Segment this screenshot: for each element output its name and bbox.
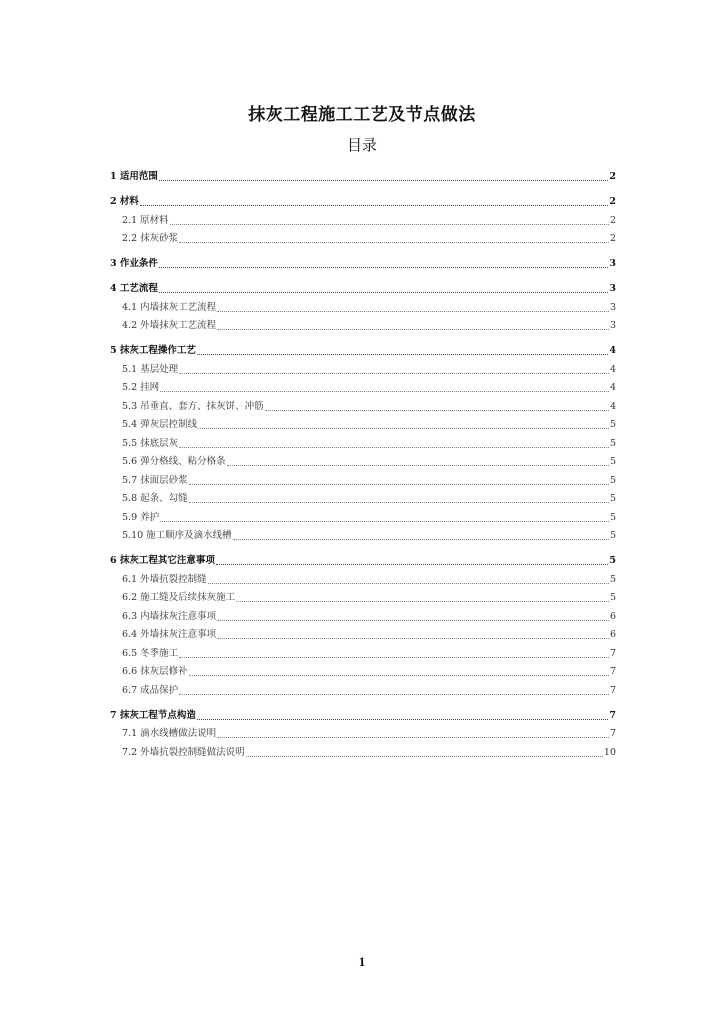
toc-dot-leader xyxy=(217,620,609,621)
toc-dot-leader xyxy=(179,694,609,695)
toc-entry-subsection[interactable] xyxy=(110,413,616,432)
toc-entry-subsection[interactable] xyxy=(110,604,616,623)
toc-entry-label: 5.3 吊垂直、套方、抹灰饼、冲筋 xyxy=(122,400,264,412)
toc-entry-page: 5 xyxy=(609,419,616,430)
toc-dot-leader xyxy=(246,756,603,757)
toc-entry-label: 5.1 基层处理 xyxy=(122,363,179,375)
toc-entry-page: 5 xyxy=(609,592,616,603)
toc-entry-subsection[interactable] xyxy=(110,431,616,450)
toc-entry-subsection[interactable] xyxy=(110,623,616,642)
toc-dot-leader xyxy=(217,638,609,639)
toc-entry-page: 5 xyxy=(609,456,616,467)
toc-entry-subsection[interactable] xyxy=(110,376,616,395)
toc-entry-page: 5 xyxy=(609,555,616,566)
toc-entry-subsection[interactable] xyxy=(110,208,616,227)
toc-entry-page: 6 xyxy=(609,610,616,622)
toc-entry-page: 2 xyxy=(609,214,616,226)
toc-entry-label: 4 工艺流程 xyxy=(110,283,158,294)
toc-entry-page: 5 xyxy=(609,493,616,504)
toc-entry-page: 7 xyxy=(609,728,616,739)
toc-entry-label: 6.6 抹灰层修补 xyxy=(122,666,188,677)
toc-entry-page: 6 xyxy=(609,629,616,640)
toc-entry-subsection[interactable] xyxy=(110,468,616,487)
toc-entry-page: 4 xyxy=(609,382,616,393)
toc-entry-subsection[interactable] xyxy=(110,394,616,413)
toc-entry-section[interactable] xyxy=(110,542,616,567)
toc-entry-label: 5.6 弹分格线、粘分格条 xyxy=(122,456,226,467)
toc-entry-subsection[interactable] xyxy=(110,524,616,543)
toc-entry-section[interactable] xyxy=(110,332,616,357)
toc-entry-label: 5.7 抹面层砂浆 xyxy=(122,474,188,486)
toc-entry-section[interactable] xyxy=(110,270,616,295)
toc-entry-label: 2.1 原材料 xyxy=(122,214,169,226)
toc-dot-leader xyxy=(189,484,609,485)
toc-entry-page: 5 xyxy=(609,511,616,523)
toc-dot-leader xyxy=(179,373,609,374)
toc-entry-subsection[interactable] xyxy=(110,740,616,759)
toc-entry-section[interactable] xyxy=(110,158,616,183)
toc-dot-leader xyxy=(160,521,609,522)
page-number: 1 xyxy=(358,954,366,969)
document-title: 抹灰工程施工工艺及节点做法 xyxy=(248,105,476,125)
toc-dot-leader xyxy=(179,242,609,243)
toc-dot-leader xyxy=(265,410,609,411)
toc-entry-subsection[interactable] xyxy=(110,357,616,376)
toc-entry-label: 6.4 外墙抹灰注意事项 xyxy=(122,629,217,640)
toc-entry-label: 4.1 内墙抹灰工艺流程 xyxy=(122,301,217,313)
toc-dot-leader xyxy=(179,447,609,448)
toc-entry-page: 4 xyxy=(609,345,616,356)
toc-entry-page: 4 xyxy=(609,400,616,412)
toc-dot-leader xyxy=(140,205,608,206)
toc-entry-page: 5 xyxy=(609,573,616,585)
toc-dot-leader xyxy=(227,465,609,466)
toc-entry-subsection[interactable] xyxy=(110,487,616,506)
toc-entry-subsection[interactable] xyxy=(110,586,616,605)
toc-entry-section[interactable] xyxy=(110,245,616,270)
toc-entry-page: 7 xyxy=(609,666,616,677)
toc-entry-page: 5 xyxy=(609,474,616,486)
toc-entry-label: 6.3 内墙抹灰注意事项 xyxy=(122,610,217,622)
toc-entry-subsection[interactable] xyxy=(110,450,616,469)
toc-entry-page: 10 xyxy=(603,746,616,758)
toc-entry-section[interactable] xyxy=(110,697,616,722)
toc-dot-leader xyxy=(236,601,609,602)
toc-entry-label: 7 抹灰工程节点构造 xyxy=(110,709,196,721)
toc-entry-label: 6.5 冬季施工 xyxy=(122,647,179,659)
toc-entry-page: 3 xyxy=(609,320,616,331)
toc-dot-leader xyxy=(159,292,608,293)
toc-entry-label: 2.2 抹灰砂浆 xyxy=(122,233,179,244)
toc-entry-label: 6.1 外墙抗裂控制缝 xyxy=(122,573,207,585)
toc-entry-page: 7 xyxy=(609,684,616,696)
toc-entry-label: 5.10 施工顺序及滴水线槽 xyxy=(122,530,232,541)
toc-entry-label: 5 抹灰工程操作工艺 xyxy=(110,345,196,356)
toc-entry-page: 5 xyxy=(609,437,616,449)
toc-entry-subsection[interactable] xyxy=(110,227,616,246)
toc-dot-leader xyxy=(198,428,609,429)
toc-entry-subsection[interactable] xyxy=(110,641,616,660)
toc-entry-page: 2 xyxy=(609,233,616,244)
toc-dot-leader xyxy=(159,267,608,268)
toc-dot-leader xyxy=(170,224,609,225)
toc-entry-label: 2 材料 xyxy=(110,196,139,207)
toc-entry-label: 5.5 抹底层灰 xyxy=(122,437,179,449)
toc-entry-subsection[interactable] xyxy=(110,678,616,697)
toc-dot-leader xyxy=(179,657,609,658)
toc-dot-leader xyxy=(208,583,609,584)
toc-dot-leader xyxy=(189,502,609,503)
toc-dot-leader xyxy=(216,564,608,565)
toc-entry-page: 2 xyxy=(609,196,616,207)
toc-entry-subsection[interactable] xyxy=(110,660,616,679)
toc-entry-page: 5 xyxy=(609,530,616,541)
toc-dot-leader xyxy=(160,391,609,392)
toc-entry-subsection[interactable] xyxy=(110,314,616,333)
table-of-contents xyxy=(110,158,616,759)
toc-entry-page: 3 xyxy=(609,258,616,269)
toc-entry-subsection[interactable] xyxy=(110,722,616,741)
toc-entry-section[interactable] xyxy=(110,183,616,208)
toc-entry-label: 3 作业条件 xyxy=(110,258,158,269)
toc-entry-label: 6 抹灰工程其它注意事项 xyxy=(110,555,215,566)
toc-entry-label: 1 适用范围 xyxy=(110,171,158,182)
toc-entry-page: 2 xyxy=(609,171,616,182)
toc-dot-leader xyxy=(159,180,608,181)
toc-entry-page: 4 xyxy=(609,363,616,375)
toc-entry-page: 3 xyxy=(609,283,616,294)
toc-entry-subsection[interactable] xyxy=(110,295,616,314)
toc-entry-page: 3 xyxy=(609,301,616,313)
toc-entry-label: 7.2 外墙抗裂控制缝做法说明 xyxy=(122,746,245,758)
toc-entry-page: 7 xyxy=(609,647,616,659)
toc-entry-label: 6.7 成品保护 xyxy=(122,684,179,696)
toc-entry-label: 4.2 外墙抹灰工艺流程 xyxy=(122,320,217,331)
toc-dot-leader xyxy=(217,329,609,330)
toc-dot-leader xyxy=(233,539,609,540)
toc-entry-label: 6.2 施工缝及后续抹灰施工 xyxy=(122,592,236,603)
toc-entry-subsection[interactable] xyxy=(110,567,616,586)
toc-entry-label: 5.4 弹灰层控制线 xyxy=(122,419,198,430)
toc-dot-leader xyxy=(217,737,609,738)
toc-entry-label: 5.8 起条、勾缝 xyxy=(122,493,188,504)
toc-dot-leader xyxy=(189,675,609,676)
toc-entry-subsection[interactable] xyxy=(110,505,616,524)
toc-entry-label: 5.2 挂网 xyxy=(122,382,160,393)
toc-dot-leader xyxy=(197,719,608,720)
toc-entry-page: 7 xyxy=(609,709,616,721)
toc-entry-label: 5.9 养护 xyxy=(122,511,160,523)
toc-heading: 目录 xyxy=(346,136,377,154)
toc-dot-leader xyxy=(217,311,609,312)
toc-entry-label: 7.1 滴水线槽做法说明 xyxy=(122,728,217,739)
toc-dot-leader xyxy=(197,354,608,355)
